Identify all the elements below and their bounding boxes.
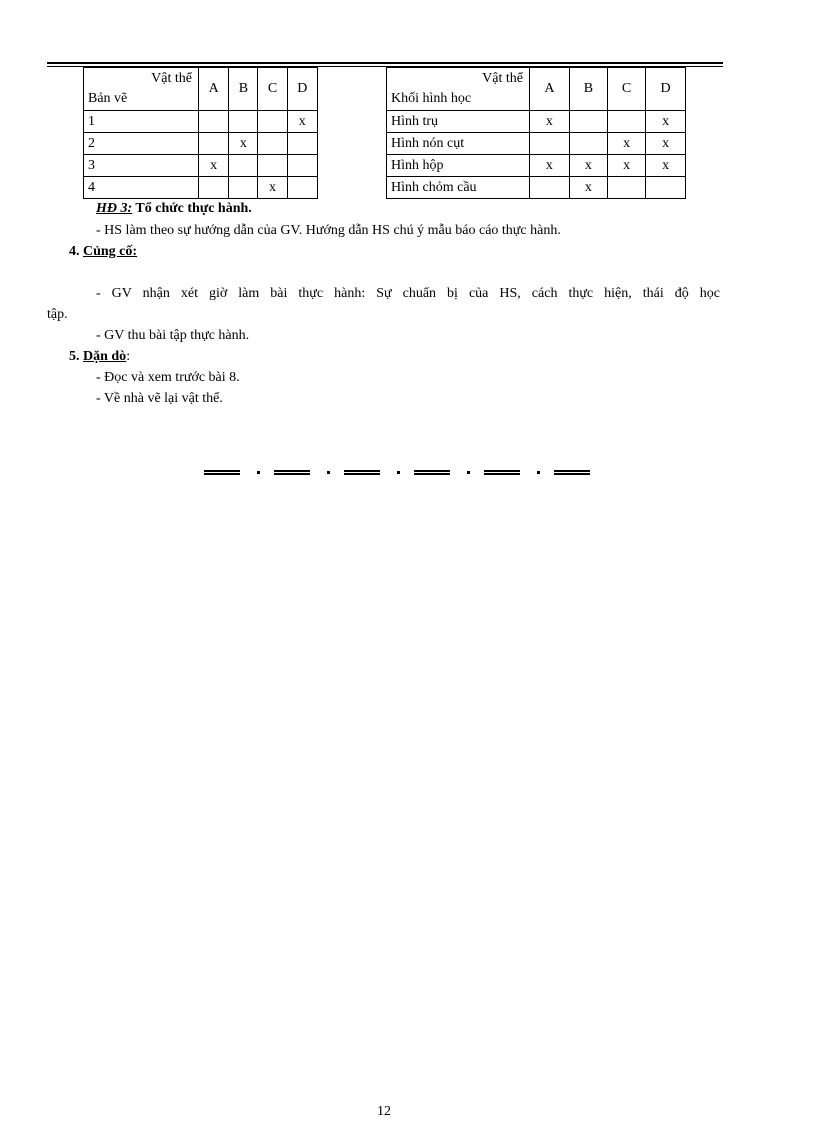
separator-dash	[484, 470, 520, 472]
table-cell	[287, 155, 317, 177]
section-number: 4.	[69, 244, 83, 259]
table-cell: x	[199, 155, 229, 177]
column-header: B	[569, 68, 607, 111]
table-cell	[258, 133, 287, 155]
table-drawing-object	[83, 67, 318, 199]
row-label: Hình chỏm cầu	[387, 177, 530, 199]
table-row	[387, 177, 686, 199]
column-header: D	[287, 68, 317, 111]
hd3-line: - HS làm theo sự hướng dẫn của GV. Hướng dẫn HS chú ý mẫu báo cáo thực hành.	[96, 223, 561, 238]
page-number: 12	[377, 1104, 391, 1119]
table-cell: x	[569, 177, 607, 199]
header-top-label: Vật thể	[482, 71, 523, 86]
table-cell	[530, 133, 570, 155]
row-label: Hình trụ	[387, 111, 530, 133]
table-cell	[530, 177, 570, 199]
section-cungco-heading	[69, 243, 137, 261]
column-header: B	[229, 68, 258, 111]
table-cell: x	[646, 133, 686, 155]
table-cell: x	[607, 133, 645, 155]
separator-dash	[274, 470, 310, 472]
table-cell	[258, 111, 287, 133]
section-dando-heading	[69, 348, 130, 366]
row-label: 4	[84, 177, 199, 199]
separator-dot	[257, 471, 260, 474]
table-cell: x	[569, 155, 607, 177]
separator-dash	[414, 470, 450, 472]
table-cell	[287, 133, 317, 155]
column-header: C	[258, 68, 287, 111]
table-row	[84, 155, 318, 177]
header-bottom-label: Khối hình học	[391, 91, 472, 106]
hd3-label: HĐ 3:	[96, 201, 133, 216]
column-header: C	[607, 68, 645, 111]
table-row	[387, 155, 686, 177]
hd3-title: Tổ chức thực hành.	[132, 201, 252, 216]
table-header-corner	[84, 68, 199, 111]
separator-dash	[554, 470, 590, 472]
section-title: Dặn dò	[83, 349, 127, 364]
dando-line2: - Về nhà vẽ lại vật thể.	[96, 391, 223, 406]
table-cell: x	[287, 111, 317, 133]
table-cell: x	[646, 155, 686, 177]
column-header: D	[646, 68, 686, 111]
table-row	[84, 111, 318, 133]
header-rule	[47, 62, 723, 64]
table-cell	[607, 111, 645, 133]
separator-dash	[344, 470, 380, 472]
table-cell: x	[607, 155, 645, 177]
section-title: Củng cố:	[83, 244, 138, 259]
table-cell	[199, 111, 229, 133]
table-row	[387, 111, 686, 133]
row-label: Hình nón cụt	[387, 133, 530, 155]
cungco-line1: - GV nhận xét giờ làm bài thực hành: Sự chuẩn bị của HS, cách thực hiện, thái độ học	[96, 286, 720, 301]
table-cell: x	[646, 111, 686, 133]
table-cell: x	[530, 111, 570, 133]
table-row	[84, 177, 318, 199]
cungco-line1-cont: tập.	[47, 307, 68, 322]
table-cell	[199, 133, 229, 155]
table-cell	[258, 155, 287, 177]
row-label: Hình hộp	[387, 155, 530, 177]
row-label: 3	[84, 155, 199, 177]
separator-dot	[537, 471, 540, 474]
hd3-heading	[96, 200, 252, 218]
table-cell	[229, 155, 258, 177]
dando-line1: - Đọc và xem trước bài 8.	[96, 370, 240, 385]
column-header: A	[530, 68, 570, 111]
separator-dot	[467, 471, 470, 474]
table-cell: x	[258, 177, 287, 199]
section-number: 5.	[69, 349, 83, 364]
table-cell	[287, 177, 317, 199]
header-bottom-label: Bản vẽ	[88, 91, 128, 106]
table-header-corner	[387, 68, 530, 111]
table-row	[84, 133, 318, 155]
cungco-line2: - GV thu bài tập thực hành.	[96, 328, 250, 343]
separator-dash	[204, 470, 240, 472]
table-cell	[229, 111, 258, 133]
table-cell	[569, 111, 607, 133]
table-cell	[199, 177, 229, 199]
separator-dot	[327, 471, 330, 474]
row-label: 2	[84, 133, 199, 155]
table-row	[387, 133, 686, 155]
section-colon: :	[126, 349, 131, 364]
row-label: 1	[84, 111, 199, 133]
column-header: A	[199, 68, 229, 111]
table-cell	[229, 177, 258, 199]
table-cell: x	[530, 155, 570, 177]
table-cell: x	[229, 133, 258, 155]
table-cell	[607, 177, 645, 199]
header-top-label: Vật thể	[151, 71, 192, 86]
separator-dot	[397, 471, 400, 474]
table-geometry-object	[386, 67, 686, 199]
table-cell	[646, 177, 686, 199]
table-cell	[569, 133, 607, 155]
